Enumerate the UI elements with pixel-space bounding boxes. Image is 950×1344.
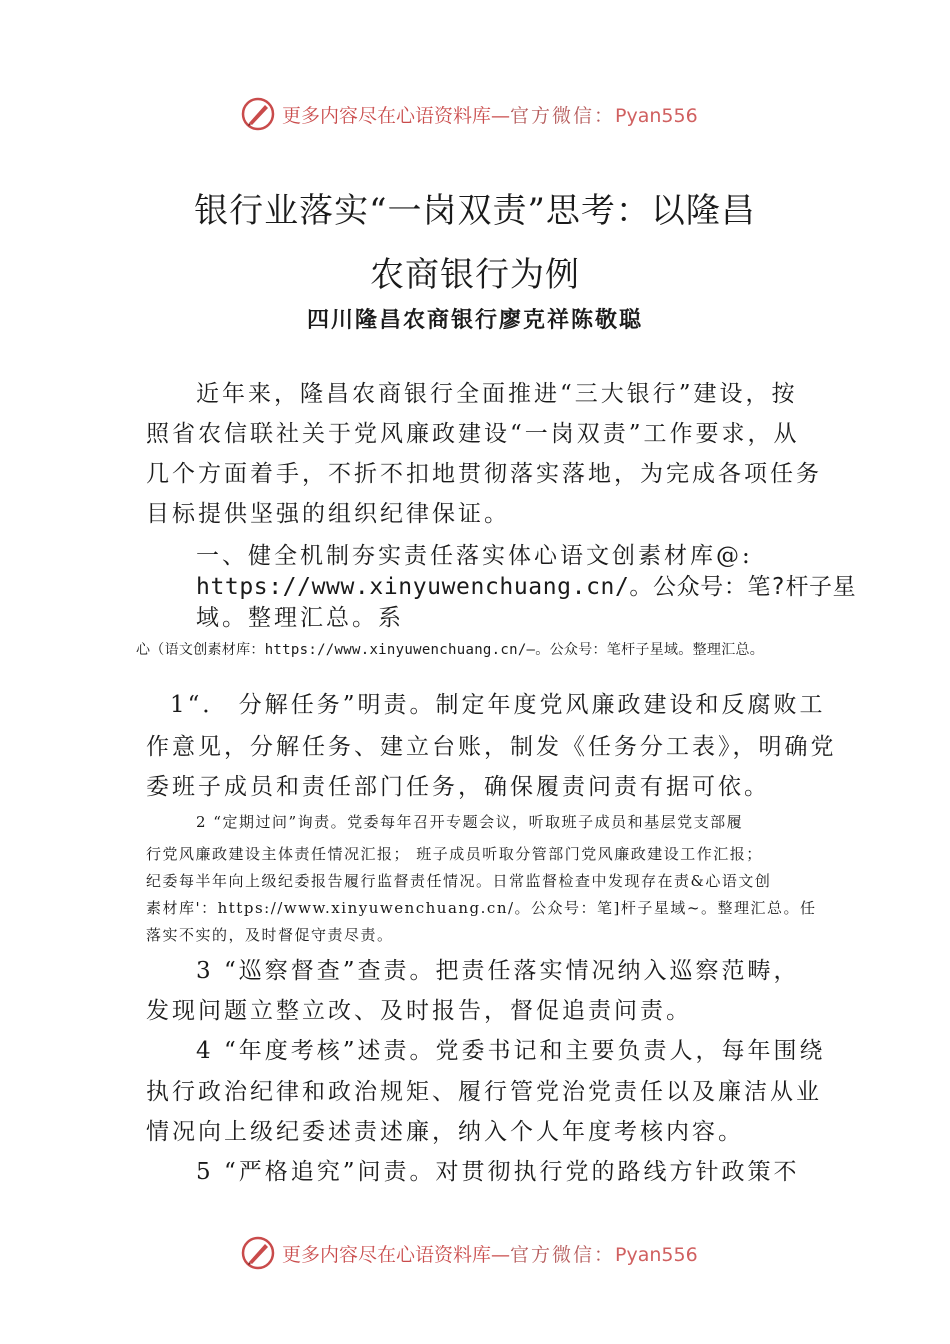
intro-line: 几个方面着手，不折不扣地贯彻落实落地，为完成各项任务: [146, 461, 822, 487]
item3-line: 发现问题立整立改、及时报告，督促追责问责。: [146, 998, 692, 1024]
section-heading-line: 域。整理汇总。系: [196, 605, 404, 631]
item3-line: 3 “巡察督查”查责。把责任落实情况纳入巡察范畴，: [196, 958, 800, 984]
item1-line: 委班子成员和责任部门任务，确保履责问责有据可依。: [146, 774, 770, 800]
item5-line: 5 “严格追究”问责。对贯彻执行党的路线方针政策不: [196, 1159, 800, 1185]
banner-wechat-label: 官方微信：: [510, 1243, 616, 1266]
section-heading-line: 一、健全机制夯实责任落实体心语文创素材库@:: [196, 543, 753, 569]
pen-logo-icon: [240, 1235, 276, 1271]
item2-line: 2 “定期过问”询责。党委每年召开专题会议，听取班子成员和基层党支部履: [196, 813, 744, 831]
banner-account: Pyan556: [615, 1243, 698, 1266]
banner-separator: —: [491, 104, 511, 127]
doc-title-line-2: 农商银行为例: [370, 255, 580, 295]
intro-line: 照省农信联社关于党风廉政建设“一岗双责”工作要求，从: [146, 421, 800, 447]
banner-separator: —: [491, 1243, 511, 1266]
item1-line: 作意见，分解任务、建立台账，制发《任务分工表》，明确党: [146, 734, 837, 760]
doc-author: 四川隆昌农商银行廖克祥陈敬聪: [306, 307, 643, 333]
intro-line: 目标提供坚强的组织纪律保证。: [146, 501, 510, 527]
banner-slogan: 更多内容尽在心语资料库: [282, 1243, 492, 1266]
item4-line: 情况向上级纪委述责述廉，纳入个人年度考核内容。: [146, 1119, 744, 1145]
intro-line: 近年来，隆昌农商银行全面推进“三大银行”建设，按: [196, 381, 798, 407]
banner-slogan: 更多内容尽在心语资料库: [282, 104, 492, 127]
pen-logo-icon: [240, 96, 276, 132]
item2-line: 行党风廉政建设主体责任情况汇报； 班子成员听取分管部门党风廉政建设工作汇报；: [146, 845, 763, 863]
item4-line: 执行政治纪律和政治规矩、履行管党治党责任以及廉洁从业: [146, 1079, 822, 1105]
banner-wechat-label: 官方微信：: [510, 104, 616, 127]
doc-title-line-1: 银行业落实“一岗双责”思考：以隆昌: [194, 191, 756, 231]
item2-line: 素材库'：https://www.xinyuwenchuang.cn/。公众号：笔]杆子星域~。整理汇总。任: [146, 899, 817, 917]
watermark-banner-top: [240, 96, 740, 132]
section-heading-line: https://www.xinyuwenchuang.cn/。公众号：笔?杆子星: [196, 574, 857, 600]
item2-line: 纪委每半年向上级纪委报告履行监督责任情况。日常监督检查中发现存在责&心语文创: [146, 872, 772, 890]
banner-account: Pyan556: [615, 104, 698, 127]
watermark-banner-bottom: [240, 1235, 740, 1271]
item1-line: 1“． 分解任务”明责。制定年度党风廉政建设和反腐败工: [170, 692, 826, 718]
item2-line: 落实不实的，及时督促守责尽责。: [146, 926, 394, 944]
item4-line: 4 “年度考核”述责。党委书记和主要负责人，每年围绕: [196, 1038, 826, 1064]
section-note: 心（语文创素材库：https://www.xinyuwenchuang.cn/—。公众号：笔杆子星域。整理汇总。: [136, 642, 765, 658]
